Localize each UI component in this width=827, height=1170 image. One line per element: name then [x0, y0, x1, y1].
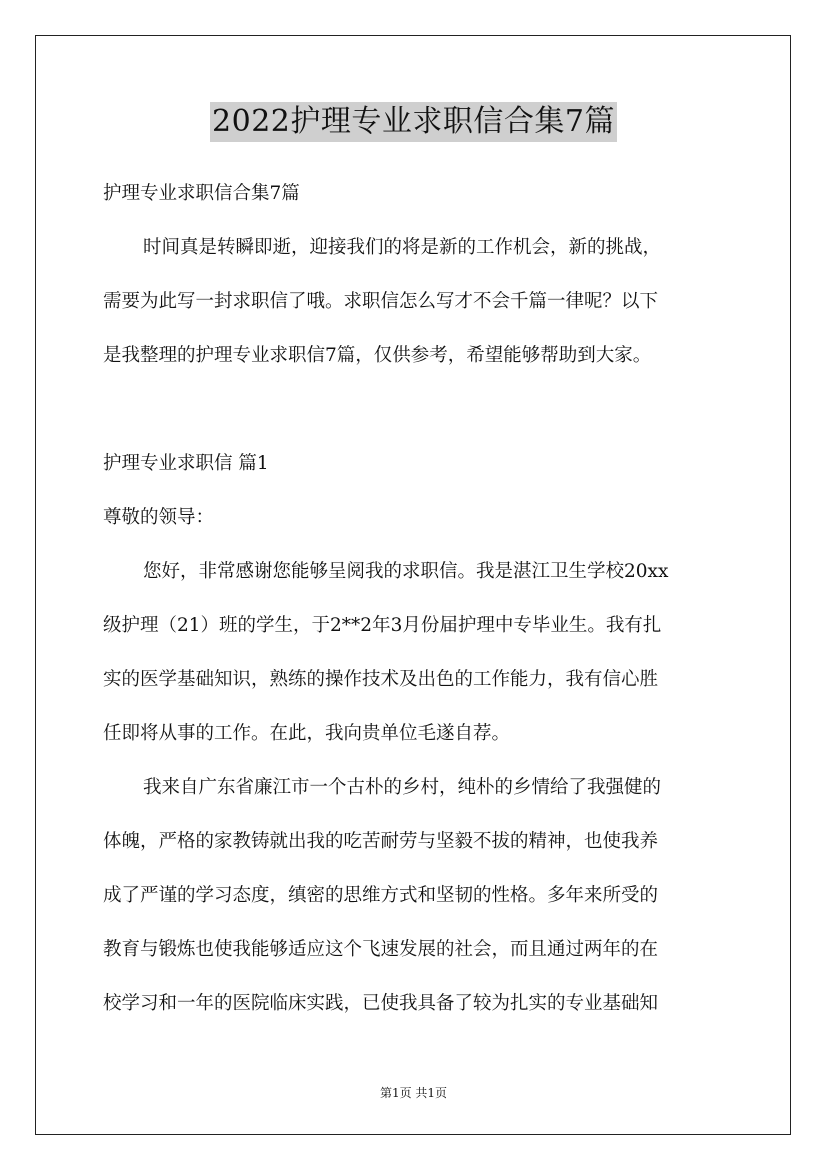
paragraph-line: 教育与锻炼也使我能够适应这个飞速发展的社会，而且通过两年的在 — [103, 939, 659, 960]
document-title: 2022护理专业求职信合集7篇 — [210, 102, 617, 142]
salutation: 尊敬的领导： — [103, 507, 215, 528]
paragraph-line: 任即将从事的工作。在此，我向贵单位毛遂自荐。 — [103, 723, 511, 744]
paragraph-line: 级护理（21）班的学生，于2**2年3月份届护理中专毕业生。我有扎 — [103, 615, 662, 636]
title-container — [0, 102, 827, 142]
intro-line: 需要为此写一封求职信了哦。求职信怎么写才不会千篇一律呢？以下 — [103, 291, 659, 312]
paragraph-line: 您好，非常感谢您能够呈阅我的求职信。我是湛江卫生学校20xx — [143, 561, 669, 582]
paragraph-line: 成了严谨的学习态度，缜密的思维方式和坚韧的性格。多年来所受的 — [103, 885, 659, 906]
paragraph-line: 体魄，严格的家教铸就出我的吃苦耐劳与坚毅不拔的精神，也使我养 — [103, 831, 659, 852]
paragraph-line: 我来自广东省廉江市一个古朴的乡村，纯朴的乡情给了我强健的 — [143, 777, 662, 798]
page-footer: 第1页 共1页 — [379, 1086, 448, 1100]
intro-line: 时间真是转瞬即逝，迎接我们的将是新的工作机会，新的挑战， — [143, 237, 662, 258]
intro-line: 是我整理的护理专业求职信7篇，仅供参考，希望能够帮助到大家。 — [103, 345, 652, 366]
section-heading: 护理专业求职信 篇1 — [103, 453, 269, 474]
paragraph-line: 实的医学基础知识，熟练的操作技术及出色的工作能力，我有信心胜 — [103, 669, 659, 690]
document-subtitle: 护理专业求职信合集7篇 — [103, 183, 300, 204]
paragraph-line: 校学习和一年的医院临床实践，已使我具备了较为扎实的专业基础知 — [103, 993, 659, 1014]
